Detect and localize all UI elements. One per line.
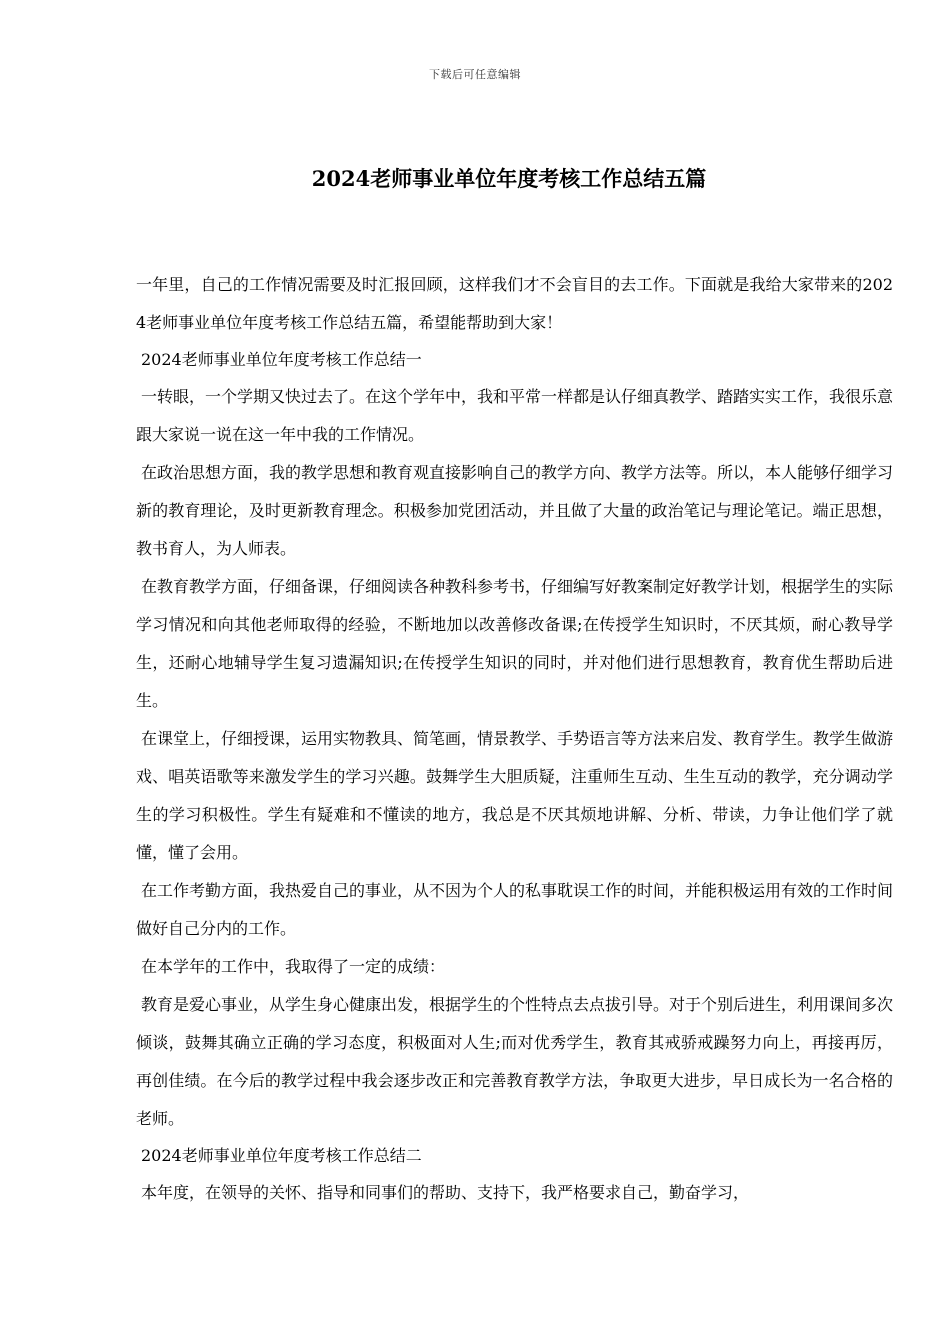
document-title: 2024老师事业单位年度考核工作总结五篇 (311, 166, 707, 191)
body-paragraph: 一转眼，一个学期又快过去了。在这个学年中，我和平常一样都是认仔细真教学、踏踏实实工作，我很乐意跟大家说一说在这一年中我的工作情况。 (136, 387, 894, 444)
document-body (136, 266, 893, 1212)
body-paragraph: 本年度，在领导的关怀、指导和同事们的帮助、支持下，我严格要求自己，勤奋学习， (141, 1183, 750, 1202)
header-note: 下载后可任意编辑 (429, 68, 521, 81)
section-heading-1: 2024老师事业单位年度考核工作总结一 (141, 350, 422, 369)
body-paragraph: 在课堂上，仔细授课，运用实物教具、简笔画，情景教学、手势语言等方法来启发、教育学生。教学生做游戏、唱英语歌等来激发学生的学习兴趣。鼓舞学生大胆质疑，注重师生互动、生生互动的教学，充分调动学生的学习积极性。学生有疑难和不懂读的地方，我总是不厌其烦地讲解、分析、带读，力争让他们学了就懂，懂了会用。 (136, 729, 894, 862)
body-paragraph: 在教育教学方面，仔细备课，仔细阅读各种教科参考书，仔细编写好教案制定好教学计划，根据学生的实际学习情况和向其他老师取得的经验，不断地加以改善修改备课;在传授学生知识时，不厌其烦，耐心教导学生，还耐心地辅导学生复习遗漏知识;在传授学生知识的同时，并对他们进行思想教育，教育优生帮助后进生。 (136, 577, 894, 710)
body-paragraph: 在政治思想方面，我的教学思想和教育观直接影响自己的教学方向、教学方法等。所以，本人能够仔细学习新的教育理论，及时更新教育理念。积极参加党团活动，并且做了大量的政治笔记与理论笔记。端正思想，教书育人，为人师表。 (136, 463, 894, 558)
body-paragraph: 教育是爱心事业，从学生身心健康出发，根据学生的个性特点去点拔引导。对于个别后进生，利用课间多次倾谈，鼓舞其确立正确的学习态度，积极面对人生;而对优秀学生，教育其戒骄戒躁努力向上，再接再厉，再创佳绩。在今后的教学过程中我会逐步改正和完善教育教学方法，争取更大进步，早日成长为一名合格的老师。 (136, 995, 894, 1128)
section-heading-2: 2024老师事业单位年度考核工作总结二 (141, 1146, 422, 1165)
body-paragraph: 在工作考勤方面，我热爱自己的事业，从不因为个人的私事耽误工作的时间，并能积极运用有效的工作时间做好自己分内的工作。 (136, 881, 894, 938)
body-paragraph: 在本学年的工作中，我取得了一定的成绩： (141, 957, 446, 976)
intro-paragraph: 一年里，自己的工作情况需要及时汇报回顾，这样我们才不会盲目的去工作。下面就是我给大家带来的2024老师事业单位年度考核工作总结五篇，希望能帮助到大家！ (136, 275, 893, 332)
